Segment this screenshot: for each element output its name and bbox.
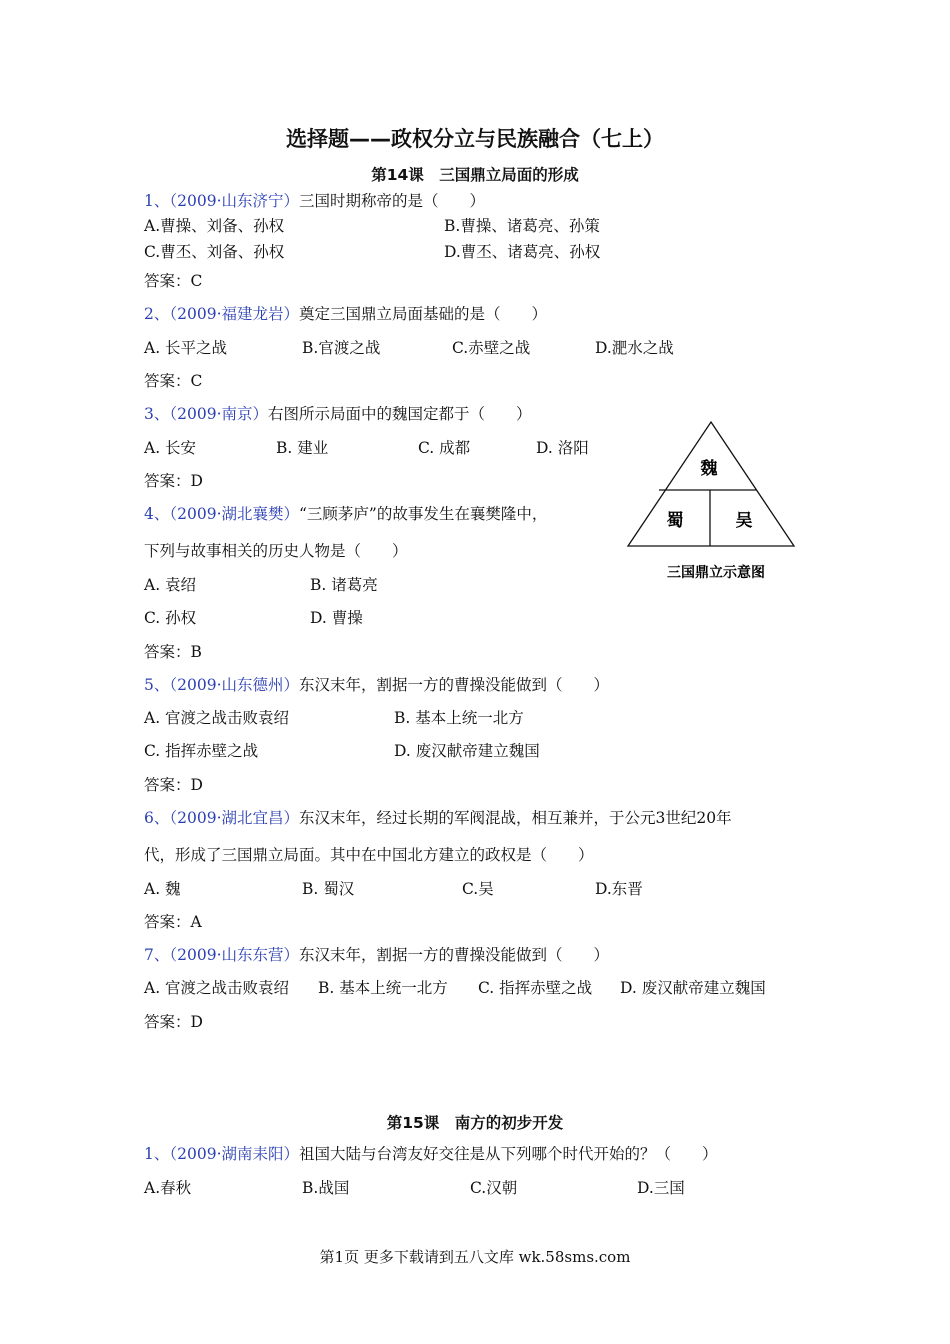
option: C. 指挥赤壁之战 [144, 742, 259, 760]
question-source: （2009·湖北襄樊） [169, 505, 299, 523]
option: A. 袁绍 [144, 576, 197, 594]
answer: 答案：D [144, 1013, 203, 1031]
question-number: 4、 [144, 505, 170, 523]
option: B. 建业 [276, 439, 329, 457]
question-source: （2009·山东济宁） [169, 192, 299, 210]
page-title: 选择题——政权分立与民族融合（七上） [286, 127, 664, 151]
question-5 [144, 675, 609, 695]
option: D.东晋 [595, 880, 643, 898]
question-stem: 右图所示局面中的魏国定都于（ ） [268, 405, 532, 423]
question-number: 3、 [144, 405, 170, 423]
question-number: 1、 [144, 192, 170, 210]
question-stem: 三国时期称帝的是（ ） [299, 192, 486, 210]
option: C.曹丕、刘备、孙权 [144, 243, 285, 261]
lesson-14-heading: 第14课 三国鼎立局面的形成 [371, 166, 579, 184]
question-1 [144, 191, 485, 211]
option: C.吴 [462, 880, 494, 898]
option: D.三国 [637, 1179, 685, 1197]
option: A. 官渡之战击败袁绍 [144, 979, 290, 997]
question-1 [144, 1144, 718, 1164]
option: D.曹丕、诸葛亮、孙权 [444, 243, 601, 261]
option: B. 蜀汉 [302, 880, 355, 898]
answer: 答案：D [144, 776, 203, 794]
option: B. 诸葛亮 [310, 576, 378, 594]
question-stem: 东汉末年，割据一方的曹操没能做到（ ） [299, 676, 610, 694]
answer: 答案：C [144, 372, 203, 390]
diagram-caption: 三国鼎立示意图 [667, 565, 765, 581]
option: B.曹操、诸葛亮、孙策 [444, 217, 600, 235]
triangle-outline [628, 422, 794, 546]
option: D. 废汉献帝建立魏国 [620, 979, 766, 997]
question-2 [144, 304, 547, 324]
question-stem: “三顾茅庐”的故事发生在襄樊隆中， [299, 505, 548, 523]
question-source: （2009·湖南耒阳） [169, 1145, 299, 1163]
question-number: 5、 [144, 676, 170, 694]
label-wu: 吴 [735, 511, 753, 531]
lesson-15-heading: 第15课 南方的初步开发 [386, 1114, 564, 1132]
page-footer: 第1页 更多下载请到五八文库 wk.58sms.com [319, 1248, 631, 1266]
option: A. 魏 [144, 880, 181, 898]
option: A. 官渡之战击败袁绍 [144, 709, 290, 727]
option: C. 指挥赤壁之战 [478, 979, 593, 997]
question-stem: 祖国大陆与台湾友好交往是从下列哪个时代开始的？（ ） [299, 1145, 718, 1163]
question-source: （2009·南京） [169, 405, 268, 423]
question-stem: 东汉末年，割据一方的曹操没能做到（ ） [299, 946, 610, 964]
question-number: 2、 [144, 305, 170, 323]
option: D.淝水之战 [595, 339, 674, 357]
question-4 [144, 504, 547, 524]
answer: 答案：B [144, 643, 202, 661]
option: D. 废汉献帝建立魏国 [394, 742, 540, 760]
option: B.战国 [302, 1179, 350, 1197]
option: A. 长安 [144, 439, 197, 457]
question-source: （2009·山东德州） [169, 676, 299, 694]
option: D. 洛阳 [536, 439, 589, 457]
question-stem: 东汉末年，经过长期的军阀混战，相互兼并，于公元3世纪20年 [299, 809, 732, 827]
option: C.赤壁之战 [452, 339, 531, 357]
answer: 答案：A [144, 913, 202, 931]
option: C.汉朝 [470, 1179, 518, 1197]
question-source: （2009·山东东营） [169, 946, 299, 964]
question-6 [144, 808, 732, 828]
answer: 答案：D [144, 472, 203, 490]
label-wei: 魏 [700, 459, 718, 479]
label-shu: 蜀 [666, 511, 684, 531]
option: B.官渡之战 [302, 339, 381, 357]
question-number: 7、 [144, 946, 170, 964]
question-stem: 奠定三国鼎立局面基础的是（ ） [299, 305, 548, 323]
question-number: 1、 [144, 1145, 170, 1163]
question-number: 6、 [144, 809, 170, 827]
answer: 答案：C [144, 272, 203, 290]
question-stem-continued: 下列与故事相关的历史人物是（ ） [144, 542, 408, 560]
option: C. 成都 [418, 439, 471, 457]
option: A. 长平之战 [144, 339, 228, 357]
three-kingdoms-diagram [622, 418, 800, 590]
option: C. 孙权 [144, 609, 197, 627]
option: A.春秋 [144, 1179, 192, 1197]
question-3 [144, 404, 532, 424]
option: B. 基本上统一北方 [394, 709, 524, 727]
option: D. 曹操 [310, 609, 363, 627]
question-source: （2009·湖北宜昌） [169, 809, 299, 827]
question-7 [144, 945, 609, 965]
question-source: （2009·福建龙岩） [169, 305, 299, 323]
option: B. 基本上统一北方 [318, 979, 448, 997]
question-stem-continued: 代，形成了三国鼎立局面。其中在中国北方建立的政权是（ ） [144, 846, 594, 864]
option: A.曹操、刘备、孙权 [144, 217, 285, 235]
